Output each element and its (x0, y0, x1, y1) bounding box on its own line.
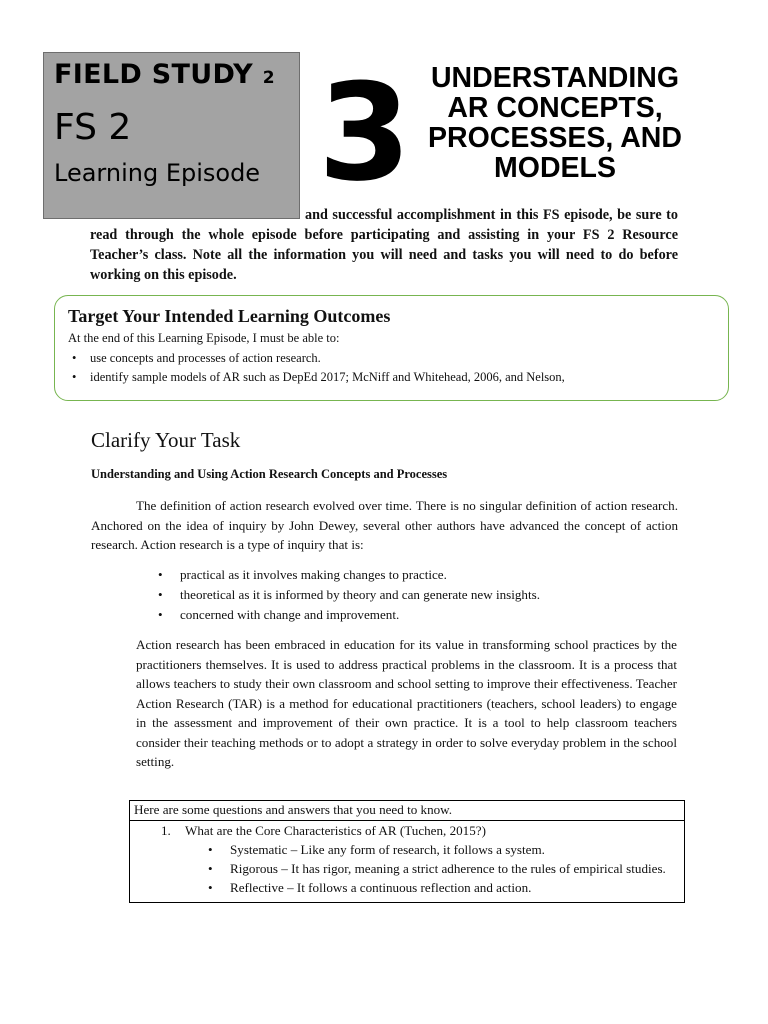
question-number: 1. (161, 823, 171, 838)
list-item: • concerned with change and improvement. (158, 605, 540, 625)
episode-title-line: UNDERSTANDING (430, 62, 680, 94)
intro-paragraph: and successful accomplishment in this FS episode, be sure to read through the whole episode before participating and assisting in your FS 2 Resource Teacher’s class. Note all the information you will need and tasks you will need to do before working on this episode. (90, 207, 678, 283)
list-item: • Rigorous – It has rigor, meaning a strict adherence to the rules of empirical studies. (208, 860, 680, 877)
section-subheading: Understanding and Using Action Research Concepts and Processes (91, 467, 448, 481)
list-item: • practical as it involves making changes to practice. (158, 565, 540, 585)
field-study-header-box (43, 52, 300, 219)
outcomes-lead: At the end of this Learning Episode, I must be able to: (68, 331, 340, 345)
list-item: • theoretical as it is informed by theory and can generate new insights. (158, 585, 540, 605)
list-item: • use concepts and processes of action research. (68, 349, 565, 368)
list-item: • Systematic – Like any form of research, it follows a system. (208, 841, 680, 858)
episode-title-line: MODELS (494, 152, 616, 184)
episode-title (410, 63, 700, 183)
section-title: Clarify Your Task (91, 428, 241, 452)
definition-paragraph: The definition of action research evolved over time. There is no singular definition of action research. Anchored on the idea of inquiry by John Dewey, several other authors have advanced the concept of action research. Action research is a type of inquiry that is: (91, 498, 678, 552)
qa-table (129, 800, 685, 903)
qa-answer-list (134, 841, 680, 896)
field-study-code: FS 2 (54, 107, 132, 148)
learning-episode-label: Learning Episode (54, 159, 261, 187)
outcomes-list (68, 349, 565, 387)
qa-table-body (130, 821, 684, 902)
list-item: • identify sample models of AR such as DepEd 2017; McNiff and Whitehead, 2006, and Nelson, (68, 368, 565, 387)
field-study-title: FIELD STUDY 2 (54, 59, 275, 90)
qa-question (134, 823, 680, 839)
episode-number: 3 (318, 55, 412, 211)
list-item: • Reflective – It follows a continuous reflection and action. (208, 879, 680, 896)
qa-table-header: Here are some questions and answers that you need to know. (130, 801, 684, 821)
question-text: What are the Core Characteristics of AR (Tuchen, 2015?) (185, 823, 486, 838)
outcomes-title: Target Your Intended Learning Outcomes (68, 306, 391, 326)
inquiry-bullet-list (158, 565, 540, 625)
episode-title-line: AR CONCEPTS, (447, 92, 663, 124)
learning-outcomes-box (54, 295, 729, 401)
education-paragraph: Action research has been embraced in education for its value in transforming school practices by the practitioners themselves. It is used to address practical problems in the classroom. It is a process that allows teachers to study their own classroom and school setting to improve their effectiveness. Teacher Action Research (TAR) is a method for educational practitioners (teachers, school leaders) to engage in the assessment and improvement of their own practice. It is a tool to help classroom teachers consider their teaching methods or to adopt a strategy in order to solve everyday problem in the school setting. (136, 637, 677, 769)
episode-title-line: PROCESSES, AND (428, 122, 682, 154)
